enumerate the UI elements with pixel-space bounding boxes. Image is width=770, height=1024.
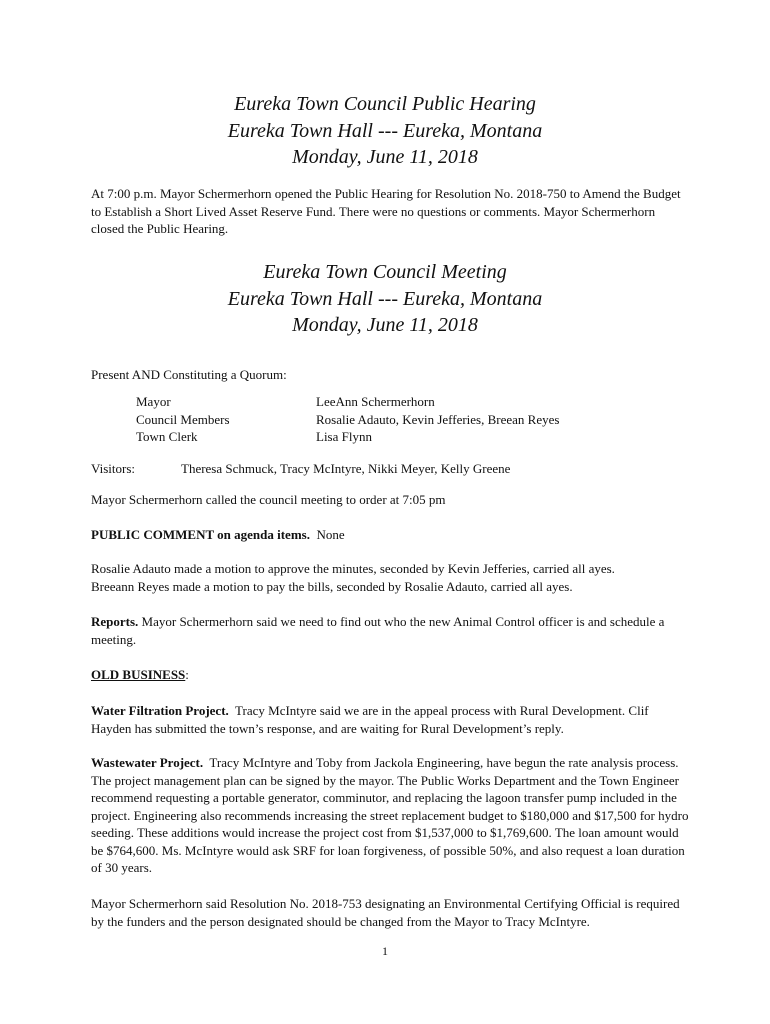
old-business-colon: : [185,667,189,682]
meeting-location: Eureka Town Hall --- Eureka, Montana [227,287,543,310]
roster-names: LeeAnn Schermerhorn [316,394,435,409]
roster-names: Lisa Flynn [316,429,372,444]
visitors-names: Theresa Schmuck, Tracy McIntyre, Nikki Meyer, Kelly Greene [181,461,511,476]
water-label: Water Filtration Project. [91,703,229,718]
reports-text: Mayor Schermerhorn said we need to find out who the new Animal Control officer is and schedule a meeting. [91,614,665,647]
roster-row-mayor [136,393,559,411]
roster-row-clerk [136,428,559,446]
resolution-paragraph: Mayor Schermerhorn said Resolution No. 2018-753 designating an Environmental Certifying Official is required by the funders and the person designated should be changed from the Mayor to Tracy McIntyre. [91,896,680,929]
public-comment-label: PUBLIC COMMENT on agenda items. [91,527,310,542]
roster-row-council [136,411,559,429]
water-filtration-paragraph [91,702,691,737]
hearing-date: Monday, June 11, 2018 [292,146,478,168]
public-comment-text: None [316,527,345,542]
visitors-label: Visitors: [91,461,136,476]
roster-role: Mayor [136,394,171,409]
public-comment [91,526,691,544]
hearing-location: Eureka Town Hall --- Eureka, Montana [227,119,543,142]
meeting-heading [0,259,770,339]
motion-minutes: Rosalie Adauto made a motion to approve the minutes, seconded by Kevin Jefferies, carried all ayes. [91,561,615,576]
visitors-line [91,460,510,478]
roster-role: Council Members [136,411,230,427]
hearing-title: Eureka Town Council Public Hearing [234,93,536,115]
old-business-label: OLD BUSINESS [91,667,186,682]
meeting-title: Eureka Town Council Meeting [263,261,507,283]
motion-bills: Breeann Reyes made a motion to pay the bills, seconded by Rosalie Adauto, carried all ayes. [91,578,573,594]
attendance-roster [136,393,559,446]
reports-label: Reports. [91,614,139,629]
meeting-date: Monday, June 11, 2018 [292,314,478,336]
roster-role: Town Clerk [136,429,198,444]
roster-names: Rosalie Adauto, Kevin Jefferies, Breean Reyes [316,411,560,427]
old-business-heading [91,666,691,684]
quorum-label: Present AND Constituting a Quorum: [91,367,287,382]
water-text: Tracy McIntyre said we are in the appeal process with Rural Development. Clif Hayden has submitted the town’s response, and are waiting for Rural Development’s reply. [91,703,649,736]
reports-paragraph [91,613,691,648]
page-number: 1 [382,944,388,958]
wastewater-paragraph [91,754,691,877]
hearing-heading [0,91,770,171]
wastewater-text: Tracy McIntyre and Toby from Jackola Engineering, have begun the rate analysis process. The project management plan can be signed by the mayor. The Public Works Department and the Town Engineer recommend requesting a portable generator, comminutor, and replacing the lagoon transfer pump included in the project. Engineering also recommends increasing the street replacement budget to $180,000 and $17,500 for hydro seeding. These additions would increase the project cost from $1,537,000 to $1,769,600. The loan amount would be $764,600. Ms. McIntyre would ask SRF for loan forgiveness, of possible 50%, and also request a loan duration of 30 years. [91,755,689,875]
wastewater-label: Wastewater Project. [91,755,204,770]
call-to-order: Mayor Schermerhorn called the council meeting to order at 7:05 pm [91,492,446,507]
hearing-body: At 7:00 p.m. Mayor Schermerhorn opened the Public Hearing for Resolution No. 2018-750 to Amend the Budget to Establish a Short Lived Asset Reserve Fund. There were no questions or comments. Mayor Schermerhorn closed the Public Hearing. [91,186,681,236]
motions [91,560,691,595]
